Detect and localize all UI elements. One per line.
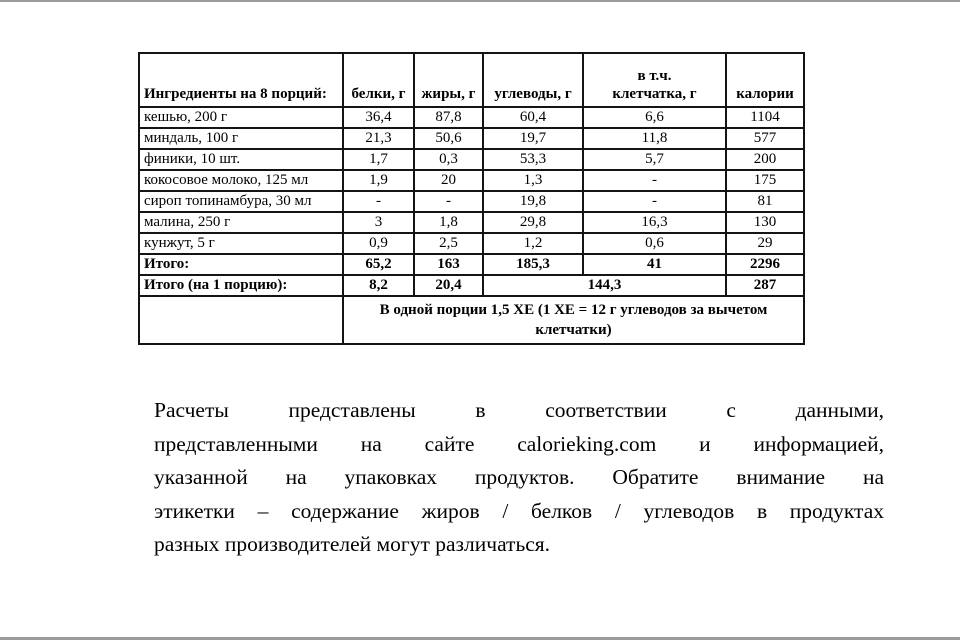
protein-cell: 3 <box>343 212 414 233</box>
calories-cell: 1104 <box>726 107 804 128</box>
protein-cell: - <box>343 191 414 212</box>
ingredient-cell: миндаль, 100 г <box>139 128 343 149</box>
ingredient-cell: кешью, 200 г <box>139 107 343 128</box>
carbs-cell: 1,3 <box>483 170 583 191</box>
totals-fat-cell: 163 <box>414 254 483 275</box>
ingredient-cell: малина, 250 г <box>139 212 343 233</box>
page-top-edge <box>0 0 960 2</box>
protein-cell: 1,9 <box>343 170 414 191</box>
totals-calories-cell: 2296 <box>726 254 804 275</box>
totals-row <box>139 254 804 275</box>
calories-cell: 81 <box>726 191 804 212</box>
per-portion-label-cell: Итого (на 1 порцию): <box>139 275 343 296</box>
ingredient-cell: кокосовое молоко, 125 мл <box>139 170 343 191</box>
fiber-cell: 16,3 <box>583 212 726 233</box>
footnote-line: представленными на сайте calorieking.com и информацией, <box>154 431 884 456</box>
empty-cell <box>139 296 343 344</box>
header-row <box>139 53 804 107</box>
carbs-cell: 1,2 <box>483 233 583 254</box>
calories-cell: 175 <box>726 170 804 191</box>
table-row <box>139 233 804 254</box>
fat-cell: 87,8 <box>414 107 483 128</box>
calories-cell: 200 <box>726 149 804 170</box>
totals-carbs-cell: 185,3 <box>483 254 583 275</box>
ingredient-cell: сироп топинамбура, 30 мл <box>139 191 343 212</box>
fat-cell: 2,5 <box>414 233 483 254</box>
fiber-cell: 11,8 <box>583 128 726 149</box>
footnote-line: указанной на упаковках продуктов. Обратите внимание на <box>154 465 884 489</box>
calories-cell: 29 <box>726 233 804 254</box>
per-portion-fat-cell: 20,4 <box>414 275 483 296</box>
header-calories: калории <box>726 53 804 107</box>
header-ingredients: Ингредиенты на 8 порций: <box>139 53 343 107</box>
protein-cell: 0,9 <box>343 233 414 254</box>
fiber-cell: - <box>583 191 726 212</box>
table-row <box>139 212 804 233</box>
footnote-paragraph <box>154 394 884 562</box>
per-portion-protein-cell: 8,2 <box>343 275 414 296</box>
header-carbs: углеводы, г <box>483 53 583 107</box>
header-fiber-line2: клетчатка, г <box>612 86 697 102</box>
note-row <box>139 296 804 344</box>
header-fiber <box>583 53 726 107</box>
table-row <box>139 149 804 170</box>
table-row <box>139 128 804 149</box>
protein-cell: 1,7 <box>343 149 414 170</box>
carbs-cell: 60,4 <box>483 107 583 128</box>
fiber-cell: 0,6 <box>583 233 726 254</box>
carbs-cell: 19,7 <box>483 128 583 149</box>
fat-cell: 0,3 <box>414 149 483 170</box>
footnote-line: этикетки – содержание жиров / белков / углеводов в продуктах <box>154 498 884 523</box>
table-row <box>139 107 804 128</box>
protein-cell: 21,3 <box>343 128 414 149</box>
table-row <box>139 191 804 212</box>
per-portion-calories-cell: 287 <box>726 275 804 296</box>
footnote-line: Расчеты представлены в соответствии с данными, <box>154 398 884 422</box>
fiber-cell: 6,6 <box>583 107 726 128</box>
calories-cell: 130 <box>726 212 804 233</box>
totals-label-cell: Итого: <box>139 254 343 275</box>
carbs-cell: 29,8 <box>483 212 583 233</box>
calories-cell: 577 <box>726 128 804 149</box>
protein-cell: 36,4 <box>343 107 414 128</box>
header-fiber-line1: в т.ч. <box>637 68 672 84</box>
fat-cell: - <box>414 191 483 212</box>
carbs-cell: 19,8 <box>483 191 583 212</box>
fiber-cell: 5,7 <box>583 149 726 170</box>
per-portion-carbs-merged-cell: 144,3 <box>483 275 726 296</box>
footnote-line: разных производителей могут различаться. <box>154 532 551 556</box>
header-fat: жиры, г <box>414 53 483 107</box>
carbs-cell: 53,3 <box>483 149 583 170</box>
fat-cell: 50,6 <box>414 128 483 149</box>
totals-protein-cell: 65,2 <box>343 254 414 275</box>
fat-cell: 20 <box>414 170 483 191</box>
fat-cell: 1,8 <box>414 212 483 233</box>
per-portion-row <box>139 275 804 296</box>
nutrition-table <box>138 52 805 345</box>
table-row <box>139 170 804 191</box>
header-protein: белки, г <box>343 53 414 107</box>
totals-fiber-cell: 41 <box>583 254 726 275</box>
fiber-cell: - <box>583 170 726 191</box>
ingredient-cell: финики, 10 шт. <box>139 149 343 170</box>
ingredient-cell: кунжут, 5 г <box>139 233 343 254</box>
bread-units-note: В одной порции 1,5 ХЕ (1 ХЕ = 12 г углеводов за вычетом клетчатки) <box>343 296 804 344</box>
